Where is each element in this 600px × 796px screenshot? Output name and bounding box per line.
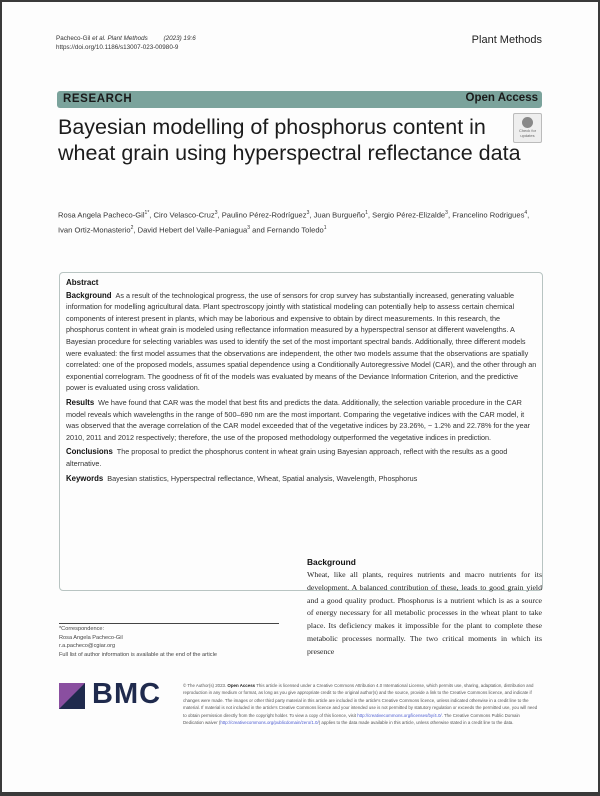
- author-name[interactable]: Juan Burgueño: [313, 210, 366, 220]
- abstract-conclusions-label: Conclusions: [66, 447, 113, 457]
- author-affiliation: 3: [445, 210, 448, 216]
- author-name[interactable]: David Hebert del Valle-Paniagua: [137, 225, 248, 235]
- author-list: [58, 207, 538, 237]
- license-text: [183, 682, 541, 726]
- doi-link[interactable]: https://doi.org/10.1186/s13007-023-00980-9: [56, 44, 179, 51]
- author-affiliation: 3: [306, 210, 310, 216]
- article-title: Bayesian modelling of phosphorus content in wheat grain using hyperspectral reflectance data: [58, 115, 521, 165]
- abstract-results-label: Results: [66, 397, 95, 407]
- author-name[interactable]: Paulino Pérez-Rodríguez: [221, 210, 307, 220]
- author-separator: ,: [367, 210, 373, 220]
- license-link-cc-by[interactable]: http://creativecommons.org/licenses/by/4.0/: [357, 712, 442, 718]
- correspondence-email[interactable]: r.a.pacheco@cgiar.org: [59, 643, 116, 650]
- author-affiliation: 2: [130, 225, 134, 232]
- citation-year-volume: (2023) 19:6: [163, 35, 196, 42]
- author-separator: ,: [309, 210, 314, 220]
- citation-header: [56, 34, 196, 52]
- abstract-keywords: [66, 473, 538, 485]
- license-link-cc0[interactable]: http://creativecommons.org/publicdomain/zero/1.0/: [220, 720, 319, 726]
- author-name[interactable]: Ivan Ortiz-Monasterio: [58, 225, 131, 235]
- license-middle: . The Creative Commons Public Domain Dedication waiver (: [183, 712, 520, 726]
- citation-journal: Plant Methods: [107, 35, 148, 42]
- author-affiliation: 1*: [144, 210, 150, 216]
- author-separator: ,: [149, 210, 154, 220]
- journal-name: Plant Methods: [471, 34, 542, 46]
- abstract-results-text: We have found that CAR was the model that best fits and predicts the data. Additionally, the selection variable procedure in the CAR model reveals which wavelengths in the range of 500–690 nm are the most important. Comparing the vegetative indices with the CAR model, it was observed that the average correlation of the CAR model exceeded that of the vegetative indices by 23.26%, − 1.2% and 22.78% for the year 2010, 2011 and 2012 respectively; therefore, the use of the proposed methodology outperformed the vegetative indices in prediction.: [66, 397, 531, 442]
- license-end: ) applies to the data made available in this article, unless otherwise stated in a credit line to the data.: [318, 720, 514, 726]
- correspondence-name: Rosa Angela Pacheco-Gil: [59, 634, 123, 641]
- bmc-logo: [59, 678, 169, 713]
- author-name[interactable]: Ciro Velasco-Cruz: [153, 210, 215, 220]
- author-name[interactable]: Sergio Pérez-Elizalde: [372, 210, 446, 220]
- author-separator: and: [250, 225, 267, 235]
- check-updates-line1: Check for: [518, 128, 537, 133]
- author-separator: ,: [447, 210, 453, 220]
- abstract-keywords-text: Bayesian statistics, Hyperspectral reflectance, Wheat, Spatial analysis, Wavelength, Phosphorus: [107, 473, 418, 483]
- author-name[interactable]: Francelino Rodrigues: [452, 210, 525, 220]
- author-separator: ,: [217, 210, 222, 220]
- abstract-conclusions: [66, 446, 538, 469]
- author-affiliation: 4: [524, 210, 528, 216]
- correspondence-divider: [59, 623, 279, 624]
- abstract-background-text: As a result of the technological progress, the use of sensors for crop survey has substantially increased, generating valuable information for modelling agricultural data. Plant spectroscopy jointly with statistical modeling can potentially help to assess certain chemical components of interest present in plants, which may be laborious and expensive to obtain by direct measurements. In this research, the phosphorus content in wheat grain is modeled using reflectance information measured by a hyperspectral sensor at different wavelengths. A Bayesian procedure for selecting variables was used to identify the set of the most important spectral bands. Additionally, three different models were evaluated: the first model assumes that the observations are independent, the other two models assume that the observations are spatially correlated: one of the proposed models, assumes spatial dependence using a Conditionally Autoregressive Model (CAR), and the other through an exponential correlogram. The goodness of fit of the models was evaluated by means of the Deviance Information Criterion, and the predictive power is evaluated using cross validation.: [66, 290, 537, 393]
- author-separator: ,: [527, 210, 530, 220]
- abstract-background-label: Background: [66, 290, 112, 300]
- article-type-banner: [57, 91, 542, 108]
- author-name[interactable]: Rosa Angela Pacheco-Gil: [58, 210, 145, 220]
- open-access-label: Open Access: [465, 92, 538, 104]
- author-affiliation: 3: [214, 210, 218, 216]
- background-heading: Background: [307, 557, 356, 567]
- correspondence-label: *Correspondence:: [59, 626, 105, 632]
- abstract-keywords-label: Keywords: [66, 473, 104, 483]
- article-page: [2, 2, 598, 792]
- abstract-results: [66, 397, 538, 443]
- background-text: Wheat, like all plants, requires nutrients and macro nutrients for its development. A balanced contribution of these, leads to good grain yield and a good quality product. Phosphorus is a nutrient which is as a source of energy necessary for all metabolic processes in the wheat plant to take place. Its deficiency makes it impossible for the plant to complete these metabolic processes normally. The two critical moments in which its presence: [307, 570, 542, 656]
- bmc-logo-triangle-icon: [59, 683, 85, 709]
- check-updates-line2: updates: [520, 132, 535, 138]
- abstract-box: [59, 272, 543, 591]
- article-type: RESEARCH: [63, 93, 133, 105]
- bmc-logo-text: BMC: [92, 678, 162, 710]
- author-affiliation: 1: [365, 210, 368, 216]
- abstract-background: [66, 290, 538, 394]
- author-affiliation: 3: [247, 225, 251, 232]
- abstract-conclusions-text: The proposal to predict the phosphorus content in wheat grain using Bayesian approach, reflect with the results as a good alternative.: [66, 447, 508, 468]
- correspondence-note: Full list of author information is available at the end of the article: [59, 651, 217, 658]
- citation-authors: Pacheco-Gil: [56, 35, 91, 42]
- license-body: This article is licensed under a Creative Commons Attribution 4.0 International License, which permits use, sharing, adaptation, distribution and reproduction in any medium or format, as long as you give appropriate credit to the original author(s) and the source, provide a link to the Creative Commons licence, and indicate if changes were made. The images or other third party material in this article are included in the article's Creative Commons licence, unless indicated otherwise in a credit line to the material. If material is not included in the article's Creative Commons licence and your intended use is not permitted by statutory regulation or exceeds the permitted use, you will need to obtain permission directly from the copyright holder. To view a copy of this licence, visit: [183, 683, 538, 718]
- license-copyright: © The Author(s) 2023.: [183, 683, 227, 688]
- correspondence-block: [59, 625, 217, 659]
- abstract-heading: Abstract: [66, 278, 99, 287]
- author-affiliation: 1: [323, 225, 327, 232]
- author-name[interactable]: Fernando Toledo: [266, 225, 324, 235]
- license-open-access: Open Access: [227, 683, 256, 688]
- citation-etal: et al.: [92, 35, 106, 42]
- author-separator: ,: [133, 225, 138, 235]
